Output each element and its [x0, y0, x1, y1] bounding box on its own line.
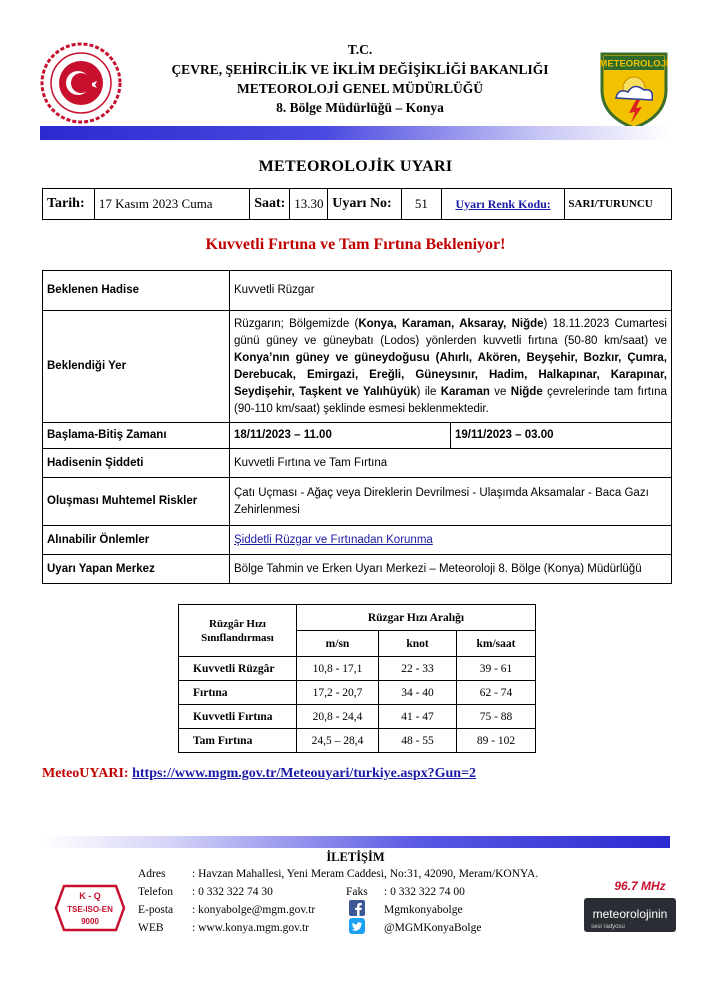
- place-text: Rüzgarın; Bölgemizde (: [234, 317, 359, 330]
- table-row: [179, 681, 536, 705]
- fax-label: Faks: [346, 886, 368, 898]
- header-band: [40, 126, 670, 140]
- color-code-link[interactable]: Uyarı Renk Kodu:: [442, 189, 566, 219]
- kq-logo-line3: 9000: [81, 917, 99, 926]
- wind-ms: 10,8 - 17,1: [297, 657, 379, 681]
- wind-knot: 48 - 55: [379, 729, 457, 753]
- meteouyari-link[interactable]: https://www.mgm.gov.tr/Meteouyari/turkiye.aspx?Gun=2: [132, 766, 477, 781]
- radio-sub: sesi radyosu: [591, 924, 625, 930]
- place-text: ) 18.11.2023 Cumartesi günü güney ve güneybatı (Lodos) yönlerden kuvvetli fırtına (50-80 km/saat) ve: [234, 317, 667, 347]
- event-value: Kuvvetli Rüzgar: [230, 271, 672, 311]
- wind-range-header: Rüzgar Hızı Aralığı: [297, 605, 536, 631]
- ministry-seal-icon: [40, 42, 122, 124]
- severity-label: Hadisenin Şiddeti: [43, 449, 230, 478]
- center-label: Uyarı Yapan Merkez: [43, 555, 230, 584]
- header-ministry: ÇEVRE, ŞEHİRCİLİK VE İKLİM DEĞİŞİKLİĞİ BAKANLIĞI: [171, 62, 549, 77]
- document-title: METEOROLOJİK UYARI: [258, 158, 453, 175]
- place-districts: Konya’nın güney ve güneydoğusu (Ahırlı, Akören, Beyşehir, Bozkır, Çumra, Derebucak, Emirgazi, Ereğli, Güneysınır, Hadim, Halkapınar, Karapınar, Seydişehir, Taşkent ve Yalıhüyük: [234, 351, 667, 398]
- wind-kmh: 62 - 74: [457, 681, 536, 705]
- wind-ms: 17,2 - 20,7: [297, 681, 379, 705]
- wind-speed-table: [178, 604, 536, 753]
- table-row: [179, 705, 536, 729]
- place-karaman: Karaman: [440, 385, 490, 398]
- measures-label: Alınabilir Önlemler: [43, 526, 230, 555]
- table-row: [179, 657, 536, 681]
- footer-band: [40, 836, 670, 848]
- end-time: 19/11/2023 – 03.00: [451, 423, 672, 449]
- twitter-account[interactable]: @MGMKonyaBolge: [384, 922, 482, 934]
- unit-kmh: km/saat: [457, 631, 536, 657]
- severity-value: Kuvvetli Fırtına ve Tam Fırtına: [230, 449, 672, 478]
- place-text: çevrelerinde tam fırtına (90-110 km/saat) şeklinde esmesi beklenmektedir.: [234, 385, 667, 415]
- place-label: Beklendiği Yer: [43, 311, 230, 423]
- wind-class-header: Rüzgâr Hızı Sınıflandırması: [179, 605, 297, 657]
- wind-ms: 24,5 – 28,4: [297, 729, 379, 753]
- wind-ms: 20,8 - 24,4: [297, 705, 379, 729]
- color-code-value: SARI/TURUNCU: [568, 198, 653, 210]
- facebook-account[interactable]: Mgmkonyabolge: [384, 904, 463, 916]
- header-tc: T.C.: [347, 42, 373, 57]
- email-label: E-posta: [138, 904, 174, 916]
- warning-headline: Kuvvetli Fırtına ve Tam Fırtına Bekleniyor!: [205, 236, 506, 253]
- kq-certification-logo: [54, 884, 126, 932]
- time-range-label: Başlama-Bitiş Zamanı: [43, 423, 230, 449]
- unit-knot: knot: [379, 631, 457, 657]
- measures-link[interactable]: Şiddetli Rüzgar ve Fırtınadan Korunma: [234, 533, 433, 546]
- address-value: : Havzan Mahallesi, Yeni Meram Caddesi, No:31, 42090, Meram/KONYA.: [192, 868, 539, 880]
- wind-kmh: 89 - 102: [457, 729, 536, 753]
- wind-knot: 34 - 40: [379, 681, 457, 705]
- table-row: [43, 271, 672, 311]
- date-label: Tarih:: [43, 189, 95, 219]
- place-value: [230, 311, 672, 423]
- warning-number-label: Uyarı No:: [328, 189, 402, 219]
- time-value: 13.30: [290, 189, 328, 219]
- risks-label: Oluşması Muhtemel Riskler: [43, 478, 230, 526]
- web-value[interactable]: : www.konya.mgm.gov.tr: [192, 922, 310, 934]
- wind-class-name: Tam Fırtına: [179, 729, 297, 753]
- place-nigde: Niğde: [510, 385, 543, 398]
- meteoroloji-logo: [598, 50, 670, 130]
- phone-label: Telefon: [138, 886, 173, 898]
- header-region: 8. Bölge Müdürlüğü – Konya: [276, 100, 444, 115]
- wind-class-name: Kuvvetli Rüzgâr: [179, 657, 297, 681]
- phone-value: : 0 332 322 74 30: [192, 886, 273, 898]
- wind-kmh: 75 - 88: [457, 705, 536, 729]
- facebook-icon[interactable]: [349, 900, 365, 916]
- start-time: 18/11/2023 – 11.00: [230, 423, 451, 449]
- place-text: ) ile: [416, 385, 441, 398]
- radio-logo: [580, 878, 680, 938]
- address-label: Adres: [138, 868, 166, 880]
- place-text: ve: [489, 385, 511, 398]
- meteouyari-line: [42, 766, 476, 782]
- warning-details-table: [42, 270, 672, 584]
- wind-knot: 41 - 47: [379, 705, 457, 729]
- web-label: WEB: [138, 922, 164, 934]
- warning-number-value: 51: [402, 189, 442, 219]
- twitter-icon[interactable]: [349, 918, 365, 934]
- table-row: [43, 555, 672, 584]
- center-value: Bölge Tahmin ve Erken Uyarı Merkezi – Meteoroloji 8. Bölge (Konya) Müdürlüğü: [230, 555, 672, 584]
- wind-class-name: Kuvvetli Fırtına: [179, 705, 297, 729]
- table-row: [43, 449, 672, 478]
- table-row: [43, 526, 672, 555]
- wind-knot: 22 - 33: [379, 657, 457, 681]
- place-provinces: Konya, Karaman, Aksaray, Niğde: [358, 317, 544, 330]
- measures-cell: [230, 526, 672, 555]
- event-label: Beklenen Hadise: [43, 271, 230, 311]
- time-label: Saat:: [250, 189, 290, 219]
- risks-value: Çatı Uçması - Ağaç veya Direklerin Devrilmesi - Ulaşımda Aksamalar - Baca Gazı Zehirlenmesi: [230, 478, 672, 526]
- wind-class-name: Fırtına: [179, 681, 297, 705]
- wind-kmh: 39 - 61: [457, 657, 536, 681]
- kq-logo-line2: TSE-ISO-EN: [67, 905, 113, 914]
- meteouyari-label: MeteoUYARI:: [42, 766, 129, 781]
- warning-info-row: [42, 188, 672, 220]
- table-row: [179, 729, 536, 753]
- date-value: 17 Kasım 2023 Cuma: [95, 189, 250, 219]
- header-directorate: METEOROLOJİ GENEL MÜDÜRLÜĞÜ: [236, 81, 484, 96]
- table-row: [43, 423, 672, 449]
- radio-name: meteorolojinin: [592, 907, 668, 921]
- unit-ms: m/sn: [297, 631, 379, 657]
- meteoroloji-logo-text: METEOROLOJİ: [599, 58, 669, 70]
- table-row: [43, 311, 672, 423]
- table-row: [43, 478, 672, 526]
- email-value[interactable]: : konyabolge@mgm.gov.tr: [192, 904, 316, 916]
- fax-value: : 0 332 322 74 00: [384, 886, 465, 898]
- kq-logo-line1: K - Q: [79, 891, 101, 901]
- radio-frequency: 96.7 MHz: [614, 879, 666, 893]
- table-row: [179, 605, 536, 631]
- contact-title: İLETİŞİM: [326, 850, 385, 864]
